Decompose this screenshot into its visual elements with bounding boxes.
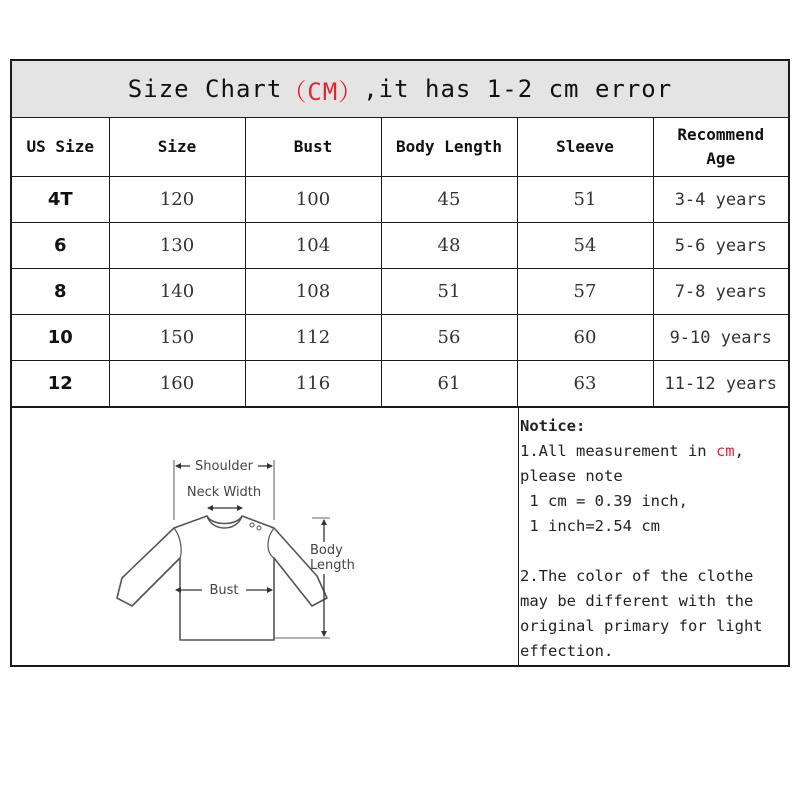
header-body-length: Body Length <box>381 118 517 177</box>
notice-line-4: 1 inch=2.54 cm <box>520 517 660 535</box>
body-length-label-2: Length <box>310 558 355 573</box>
header-sleeve: Sleeve <box>517 118 653 177</box>
chart-title <box>12 61 788 118</box>
cell-body-length: 48 <box>381 223 517 269</box>
header-bust: Bust <box>245 118 381 177</box>
notice-panel <box>520 414 788 664</box>
cell-sleeve: 51 <box>517 177 653 223</box>
cell-sleeve: 57 <box>517 269 653 315</box>
button-dot <box>250 523 254 527</box>
shoulder-arrowhead-right <box>267 463 273 469</box>
button-dot <box>257 526 261 530</box>
notice-unit: cm <box>715 442 735 460</box>
cell-bust: 100 <box>245 177 381 223</box>
table-row <box>12 269 788 315</box>
notice-line-1-text: 1.All measurement in <box>520 442 716 460</box>
shirt-collar <box>207 516 242 528</box>
neck-arrowhead-right <box>237 505 243 511</box>
cell-size: 130 <box>109 223 245 269</box>
neck-arrowhead-left <box>207 505 213 511</box>
notice-line-2: please note <box>520 467 623 485</box>
notice-line-7: original primary for light <box>520 617 763 635</box>
cell-sleeve: 54 <box>517 223 653 269</box>
shoulder-arrowhead-left <box>175 463 181 469</box>
body-length-label-1: Body <box>310 543 343 558</box>
header-recommend-age <box>653 118 788 177</box>
notice-spacer <box>520 539 788 564</box>
bust-arrowhead-left <box>175 587 181 593</box>
cell-bust: 112 <box>245 315 381 361</box>
cell-body-length: 51 <box>381 269 517 315</box>
notice-line-1 <box>520 439 788 464</box>
cell-sleeve: 60 <box>517 315 653 361</box>
shoulder-label: Shoulder <box>195 459 253 474</box>
table-row <box>12 315 788 361</box>
notice-line-5: 2.The color of the clothe <box>520 567 754 585</box>
cell-body-length: 56 <box>381 315 517 361</box>
table-header-row <box>12 118 788 177</box>
notice-line-6: may be different with the <box>520 592 754 610</box>
length-arrowhead-top <box>321 519 327 525</box>
notice-line-1-suffix: , <box>734 442 744 460</box>
shirt-outline <box>117 516 327 640</box>
shirt-diagram <box>12 408 518 666</box>
cell-size: 120 <box>109 177 245 223</box>
cell-us-size: 10 <box>12 315 109 361</box>
cell-body-length: 45 <box>381 177 517 223</box>
header-size: Size <box>109 118 245 177</box>
cell-age: 9-10 years <box>653 315 788 361</box>
bust-label: Bust <box>209 583 239 598</box>
bottom-section <box>12 407 788 666</box>
title-unit: （CM） <box>282 77 364 106</box>
title-suffix: ,it has 1-2 cm error <box>363 75 673 103</box>
cell-bust: 108 <box>245 269 381 315</box>
cell-bust: 116 <box>245 361 381 407</box>
sleeve-seam-left <box>174 528 181 558</box>
header-recommend-age-part: Age <box>706 149 736 168</box>
cell-age: 7-8 years <box>653 269 788 315</box>
table-row <box>12 361 788 407</box>
cell-sleeve: 63 <box>517 361 653 407</box>
length-arrowhead-bottom <box>321 631 327 637</box>
bust-arrowhead-right <box>267 587 273 593</box>
cell-body-length: 61 <box>381 361 517 407</box>
cell-us-size: 8 <box>12 269 109 315</box>
sleeve-seam-right <box>268 528 274 558</box>
cell-age: 5-6 years <box>653 223 788 269</box>
notice-title: Notice: <box>520 417 586 435</box>
cell-age: 3-4 years <box>653 177 788 223</box>
cell-size: 160 <box>109 361 245 407</box>
table-row <box>12 177 788 223</box>
title-prefix: Size Chart <box>127 75 283 103</box>
cell-us-size: 4T <box>12 177 109 223</box>
cell-size: 140 <box>109 269 245 315</box>
notice-line-8: effection. <box>520 642 614 660</box>
header-us-size: US Size <box>12 118 109 177</box>
neck-width-label: Neck Width <box>186 485 262 500</box>
table-row <box>12 223 788 269</box>
cell-size: 150 <box>109 315 245 361</box>
size-chart <box>10 59 790 667</box>
cell-us-size: 12 <box>12 361 109 407</box>
cell-age: 11-12 years <box>653 361 788 407</box>
cell-bust: 104 <box>245 223 381 269</box>
measurement-diagram <box>12 408 519 666</box>
header-recommend-age-part: Recommend <box>677 125 765 144</box>
notice-line-3: 1 cm = 0.39 inch, <box>520 492 688 510</box>
size-table <box>12 118 788 407</box>
cell-us-size: 6 <box>12 223 109 269</box>
